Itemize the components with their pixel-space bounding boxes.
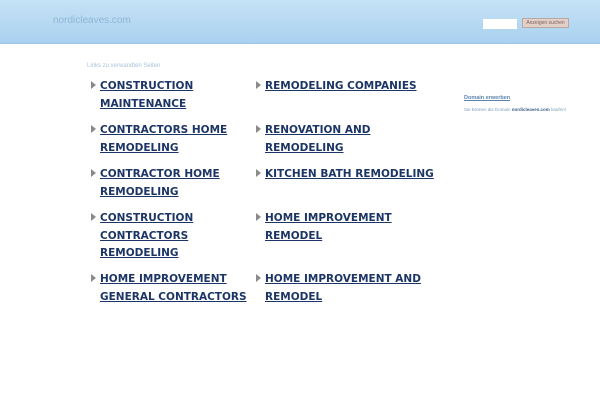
link-item (265, 166, 435, 184)
triangle-right-icon (256, 274, 261, 282)
buy-domain-link[interactable]: Domain erwerben (464, 95, 511, 101)
triangle-right-icon (256, 213, 261, 221)
links-heading: Links zu verwandten Seiten (87, 63, 161, 69)
search-input[interactable] (483, 19, 517, 29)
link-item (100, 210, 210, 263)
link-item (100, 271, 250, 306)
triangle-right-icon (91, 213, 96, 221)
triangle-right-icon (91, 125, 96, 133)
link-item (100, 166, 260, 201)
site-name[interactable]: nordicleaves.com (53, 15, 131, 26)
link-item (100, 78, 260, 113)
link-item (265, 210, 435, 245)
buy-domain-text-after: kaufen! (549, 107, 566, 112)
link-item (100, 122, 260, 157)
triangle-right-icon (256, 125, 261, 133)
link-item (265, 122, 435, 157)
link-renovation-and-remodeling[interactable]: RENOVATION AND REMODELING (265, 124, 371, 154)
link-contractor-home-remodeling[interactable]: CONTRACTOR HOME REMODELING (100, 168, 220, 198)
triangle-right-icon (91, 169, 96, 177)
triangle-right-icon (91, 81, 96, 89)
link-kitchen-bath-remodeling[interactable]: KITCHEN BATH REMODELING (265, 168, 434, 180)
search-button[interactable]: Anzeigen suchen (522, 18, 569, 28)
link-remodeling-companies[interactable]: REMODELING COMPANIES (265, 80, 417, 92)
buy-domain-text (464, 107, 594, 112)
link-construction-maintenance[interactable]: CONSTRUCTION MAINTENANCE (100, 80, 194, 110)
buy-domain-name: nordicleaves.com (511, 107, 550, 112)
link-item (265, 78, 435, 96)
link-contractors-home-remodeling[interactable]: CONTRACTORS HOME REMODELING (100, 124, 228, 154)
link-construction-contractors-remodeling[interactable]: CONSTRUCTION CONTRACTORS REMODELING (100, 212, 194, 259)
triangle-right-icon (91, 274, 96, 282)
link-home-improvement-general-contractors[interactable]: HOME IMPROVEMENT GENERAL CONTRACTORS (100, 273, 247, 303)
link-home-improvement-and-remodel[interactable]: HOME IMPROVEMENT AND REMODEL (265, 273, 421, 303)
buy-domain-text-before: Sie können die Domain (464, 107, 512, 112)
header-bar (0, 0, 600, 44)
link-home-improvement-remodel[interactable]: HOME IMPROVEMENT REMODEL (265, 212, 392, 242)
triangle-right-icon (256, 81, 261, 89)
triangle-right-icon (256, 169, 261, 177)
link-item (265, 271, 425, 306)
